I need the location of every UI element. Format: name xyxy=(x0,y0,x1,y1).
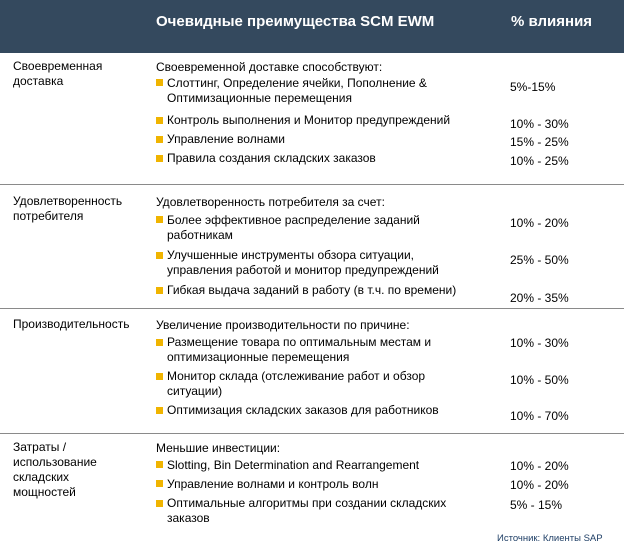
list-item: Правила создания складских заказов xyxy=(167,151,376,165)
bullet-icon xyxy=(156,136,163,143)
section-intro: Своевременной доставке способствуют: xyxy=(156,60,383,74)
bullet-icon xyxy=(156,155,163,162)
impact-value: 5% - 15% xyxy=(510,498,563,512)
list-item: Монитор склада (отслеживание работ и обзор ситуации) xyxy=(167,369,426,398)
impact-value: 25% - 50% xyxy=(510,253,569,267)
bullet-icon xyxy=(156,339,163,346)
bullet-icon xyxy=(156,461,163,468)
bullet-icon xyxy=(156,407,163,414)
impact-value: 20% - 35% xyxy=(510,291,569,305)
impact-value: 5%-15% xyxy=(510,80,556,94)
list-item: Гибкая выдача заданий в работу (в т.ч. по времени) xyxy=(167,283,457,297)
impact-value: 10% - 30% xyxy=(510,117,569,131)
bullet-icon xyxy=(156,252,163,259)
impact-value: 10% - 70% xyxy=(510,409,569,423)
list-item: Более эффективное распределение заданий работникам xyxy=(167,213,420,242)
list-item: Slotting, Bin Determination and Rearrangement xyxy=(167,458,420,472)
section-intro: Увеличение производительности по причине: xyxy=(156,318,410,332)
bullet-icon xyxy=(156,216,163,223)
list-item: Размещение товара по оптимальным местам и оптимизационные перемещения xyxy=(167,335,432,364)
section-intro: Меньшие инвестиции: xyxy=(156,441,281,455)
impact-value: 15% - 25% xyxy=(510,135,569,149)
bullet-icon xyxy=(156,500,163,507)
section-productivity xyxy=(0,309,624,434)
bullet-icon xyxy=(156,480,163,487)
impact-value: 10% - 50% xyxy=(510,373,569,387)
list-item: Контроль выполнения и Монитор предупреждений xyxy=(167,113,451,127)
impact-column-title: % влияния xyxy=(511,13,593,30)
benefits-column-title: Очевидные преимущества SCM EWM xyxy=(156,13,435,30)
list-item: Слоттинг, Определение ячейки, Пополнение & Оптимизационные перемещения xyxy=(167,76,427,105)
impact-value: 10% - 20% xyxy=(510,478,569,492)
bullet-icon xyxy=(156,287,163,294)
list-item: Улучшенные инструменты обзора ситуации, управления работой и монитор предупреждений xyxy=(167,248,439,277)
category-label: Затраты / использование складских мощностей xyxy=(13,440,97,499)
table-header xyxy=(0,0,624,53)
bullet-icon xyxy=(156,79,163,86)
category-label: Удовлетворенность потребителя xyxy=(13,194,123,223)
list-item: Управление волнами xyxy=(167,132,285,146)
list-item: Оптимальные алгоритмы при создании складских заказов xyxy=(167,496,447,525)
list-item: Управление волнами и контроль волн xyxy=(167,477,379,491)
source-note: Источник: Клиенты SAP xyxy=(497,533,603,544)
section-intro: Удовлетворенность потребителя за счет: xyxy=(156,195,385,209)
impact-value: 10% - 20% xyxy=(510,459,569,473)
list-item: Оптимизация складских заказов для работников xyxy=(167,403,439,417)
impact-value: 10% - 30% xyxy=(510,336,569,350)
section-customer-satisfaction xyxy=(0,185,624,309)
bullet-icon xyxy=(156,117,163,124)
section-on-time-delivery xyxy=(0,53,624,185)
impact-value: 10% - 25% xyxy=(510,154,569,168)
category-label: Производительность xyxy=(13,317,130,331)
category-label: Своевременная доставка xyxy=(13,59,103,88)
impact-value: 10% - 20% xyxy=(510,216,569,230)
bullet-icon xyxy=(156,373,163,380)
